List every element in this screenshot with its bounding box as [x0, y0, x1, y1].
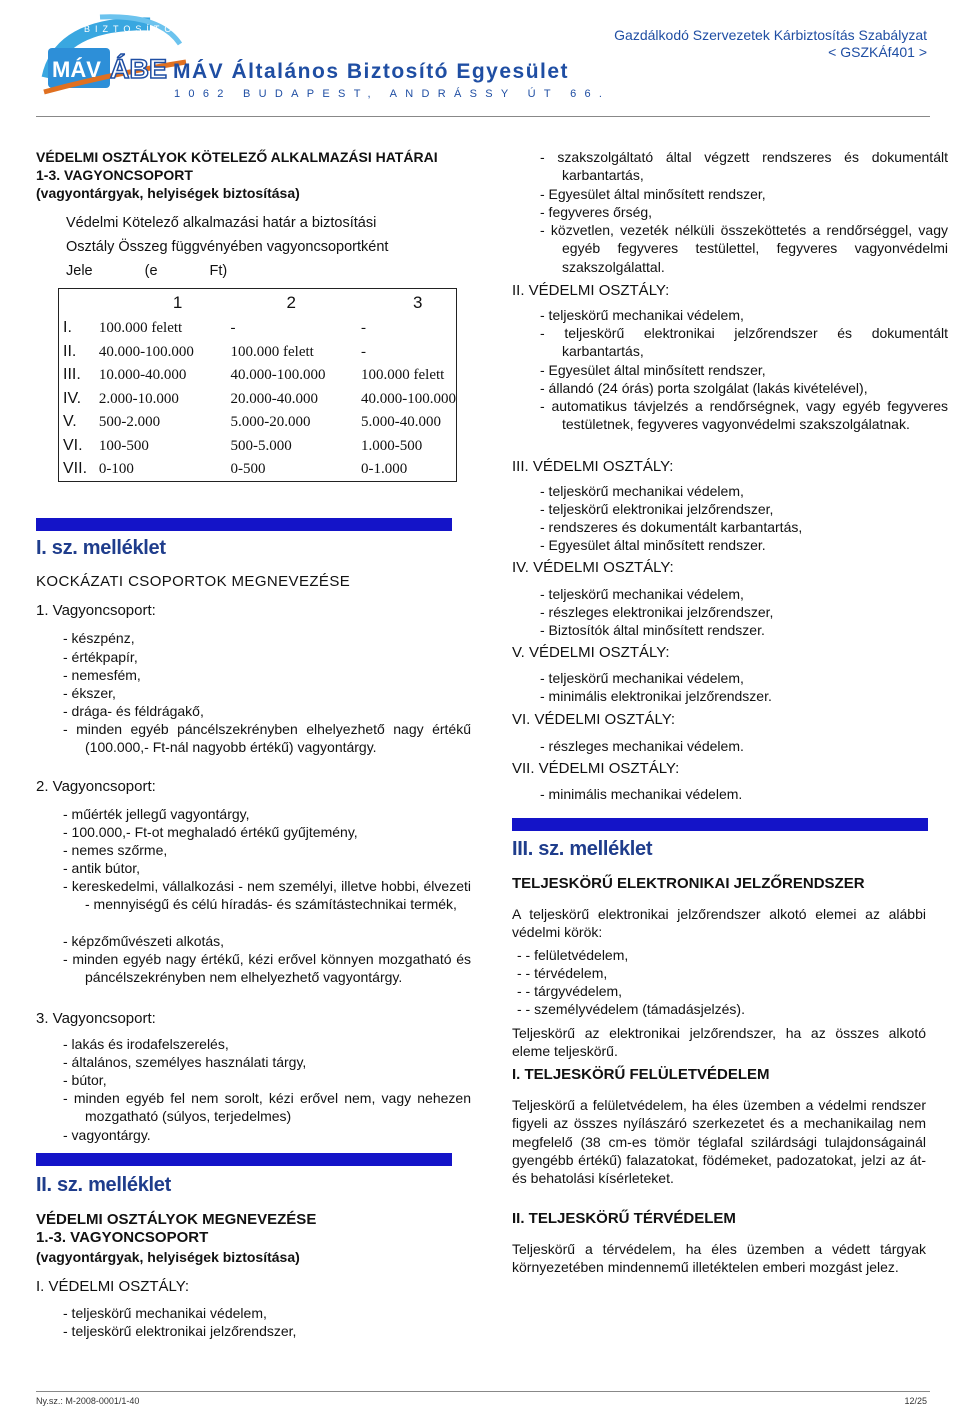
class-2-title: II. VÉDELMI OSZTÁLY: [512, 282, 670, 299]
table-header-cell [59, 289, 91, 317]
annex-3-intro: A teljeskörű elektronikai jelzőrendszer alkotó elemei az alábbi védelmi körök: [512, 906, 926, 941]
class-4-title: IV. VÉDELMI OSZTÁLY: [512, 559, 674, 576]
table-row [59, 340, 457, 363]
list-item: - rendszeres és dokumentált karbantartás, [540, 519, 803, 535]
group-1-title: 1. Vagyoncsoport: [36, 602, 156, 619]
section-2-title: II. TELJESKÖRŰ TÉRVÉDELEM [512, 1210, 736, 1227]
class-5-title: V. VÉDELMI OSZTÁLY: [512, 644, 670, 661]
list-item: - antik bútor, [63, 860, 141, 876]
intro-line-3: Jele (e Ft) [66, 263, 228, 279]
table-cell: - [361, 320, 366, 337]
table-cell: 40.000-100.000 [361, 390, 456, 407]
table-row [59, 364, 457, 387]
table-cell: 40.000-100.000 [98, 343, 194, 360]
list-item: - - térvédelem, [517, 965, 608, 981]
table-cell: I. [63, 319, 72, 337]
table-cell: 0-1.000 [361, 461, 408, 478]
list-item: - drága- és féldrágakő, [63, 703, 204, 719]
section-1-title: I. TELJESKÖRŰ FELÜLETVÉDELEM [512, 1066, 770, 1083]
class-3-title: III. VÉDELMI OSZTÁLY: [512, 458, 674, 475]
group-3-title: 3. Vagyoncsoport: [36, 1010, 156, 1027]
table-cell: 500-5.000 [230, 437, 292, 454]
table-cell: VII. [63, 460, 88, 478]
list-item: - Biztosítók által minősített rendszer. [540, 622, 765, 638]
list-item: - részleges mechanikai védelem. [540, 738, 744, 754]
annex-2-subheading: 1.-3. VAGYONCSOPORT [36, 1229, 209, 1246]
list-item: - teljeskörű mechanikai védelem, [540, 670, 744, 686]
footer-divider [36, 1391, 930, 1392]
table-cell: 10.000-40.000 [98, 367, 187, 384]
class-1-title: I. VÉDELMI OSZTÁLY: [36, 1278, 190, 1295]
intro-line-1: Védelmi Kötelező alkalmazási határ a biztosítási [66, 215, 377, 231]
company-logo [40, 14, 190, 109]
table-cell: 2.000-10.000 [98, 390, 179, 407]
annex-3-title: III. sz. melléklet [512, 838, 653, 860]
list-item: - közvetlen, vezeték nélküli összeköttetés a rendőrséggel, vagy egyéb fegyveres testülettel, fegyveres vagyonvédelmi szakszolgálattal. [540, 222, 948, 275]
list-item: - szakszolgáltató által végzett rendszeres és dokumentált karbantartás, [540, 149, 948, 184]
page-number: 12/25 [904, 1396, 927, 1406]
table-cell: - [230, 320, 236, 337]
list-item: - minden egyéb nagy értékű, kézi erővel könnyen mozgatható és páncélszekrényben nem elhelyezhető vagyontárgy. [63, 951, 471, 986]
list-item: - értékpapír, [63, 649, 138, 665]
section-bar [36, 518, 452, 531]
list-item: - teljeskörű elektronikai jelzőrendszer, [540, 501, 774, 517]
table-cell: - [361, 343, 366, 360]
list-item: - teljeskörű elektronikai jelzőrendszer, [63, 1323, 297, 1339]
list-item: - teljeskörű mechanikai védelem, [540, 307, 744, 323]
list-item: - automatikus távjelzés a rendőrségnek, vagy egyéb fegyveres testületnek, fegyveres vagyonvédelmi szakszolgálatnak. [540, 398, 948, 433]
annex-2-heading: VÉDELMI OSZTÁLYOK MEGNEVEZÉSE [36, 1211, 317, 1228]
table-cell: 100.000 felett [361, 367, 445, 384]
list-item: - nemes szőrme, [63, 842, 168, 858]
table-cell: 5.000-40.000 [361, 414, 441, 431]
table-cell: VI. [63, 436, 83, 454]
company-name: MÁV Általános Biztosító Egyesület [173, 60, 570, 83]
list-item: - ékszer, [63, 685, 116, 701]
list-item: - Egyesület által minősített rendszer, [540, 362, 766, 378]
annex-2-title: II. sz. melléklet [36, 1174, 171, 1196]
annex-3-paragraph: Teljeskörű az elektronikai jelzőrendszer, ha az összes alkotó eleme teljeskörű. [512, 1025, 926, 1060]
list-item: - Egyesület által minősített rendszer. [540, 537, 766, 553]
table-row [59, 434, 457, 457]
list-item: - állandó (24 órás) porta szolgálat (lakás kivételével), [540, 380, 868, 396]
list-item: - részleges elektronikai jelzőrendszer, [540, 604, 774, 620]
table-cell: 100.000 felett [230, 343, 314, 360]
list-item: - teljeskörű mechanikai védelem, [540, 483, 744, 499]
class-7-title: VII. VÉDELMI OSZTÁLY: [512, 760, 680, 777]
table-cell: III. [63, 366, 81, 384]
logo-mav-text: MÁV [52, 57, 101, 82]
table-cell: 0-100 [98, 461, 134, 478]
list-item: - minimális mechanikai védelem. [540, 786, 743, 802]
table-cell: V. [63, 413, 77, 431]
annex-3-heading: TELJESKÖRŰ ELEKTRONIKAI JELZŐRENDSZER [512, 875, 865, 892]
table-cell: II. [63, 342, 77, 360]
footer-reference: Ny.sz.: M-2008-0001/1-40 [36, 1396, 140, 1406]
logo-abe-text: ÁBE [110, 54, 168, 84]
heading-line-1: VÉDELMI OSZTÁLYOK KÖTELEZŐ ALKALMAZÁSI HATÁRAI [36, 149, 438, 165]
list-item: - teljeskörű mechanikai védelem, [63, 1305, 267, 1321]
protection-limits-table [58, 288, 457, 482]
list-item: - teljeskörű elektronikai jelzőrendszer és dokumentált karbantartás, [540, 325, 948, 360]
list-item: - teljeskörű mechanikai védelem, [540, 586, 744, 602]
table-cell: 40.000-100.000 [230, 367, 326, 384]
table-cell: 100.000 felett [98, 320, 183, 337]
section-1-paragraph: Teljeskörű a felületvédelem, ha éles üzemben a védelmi rendszer figyeli az összes nyílászáró szerkezetet és a mechanikailag nem megfelelő (38 cm-es tömör téglafal szilárdsági tulajdonságainál gyengébb értékű) falazatokat, födémeket, padozatokat, jelzi az át- és behatolási kísérleteket. [512, 1097, 926, 1187]
table-row [59, 317, 457, 340]
table-header-cell: 2 [286, 292, 296, 312]
table-cell: 100-500 [98, 437, 149, 454]
list-item: - vagyontárgy. [63, 1127, 151, 1143]
list-item: - fegyveres őrség, [540, 204, 653, 220]
list-item: - Egyesület által minősített rendszer, [540, 186, 766, 202]
table-cell: IV. [63, 389, 82, 407]
annex-2-subheading-2: (vagyontárgyak, helyiségek biztosítása) [36, 1249, 300, 1265]
list-item: - bútor, [63, 1072, 107, 1088]
heading-line-3: (vagyontárgyak, helyiségek biztosítása) [36, 185, 300, 201]
table-cell: 20.000-40.000 [230, 390, 319, 407]
section-bar [36, 1153, 452, 1166]
table-cell: 500-2.000 [98, 414, 161, 431]
list-item: - minden egyéb fel nem sorolt, kézi erővel nem, vagy nehezen mozgatható (súlyos, terjedelmes) [63, 1090, 471, 1125]
list-item: - - személyvédelem (támadásjelzés). [517, 1001, 745, 1017]
list-item: - képzőművészeti alkotás, [63, 933, 225, 949]
list-item: - nemesfém, [63, 667, 141, 683]
group-2-title: 2. Vagyoncsoport: [36, 778, 156, 795]
list-item: - 100.000,- Ft-ot meghaladó értékű gyűjtemény, [63, 824, 358, 840]
table-row [59, 411, 457, 434]
list-item: - kereskedelmi, vállalkozási - nem személyi, illetve hobbi, élvezeti - mennyiségű és célú híradás- és számítástechnikai termék, [63, 878, 471, 913]
class-6-title: VI. VÉDELMI OSZTÁLY: [512, 711, 676, 728]
annex-1-heading: KOCKÁZATI CSOPORTOK MEGNEVEZÉSE [36, 573, 351, 590]
company-address: 1062 BUDAPEST, ANDRÁSSY ÚT 66. [174, 88, 611, 100]
table-row [59, 457, 457, 481]
table-header-cell: 3 [413, 292, 423, 312]
table-cell: 5.000-20.000 [230, 414, 311, 431]
list-item: - lakás és irodafelszerelés, [63, 1036, 229, 1052]
list-item: - - tárgyvédelem, [517, 983, 623, 999]
document-title: Gazdálkodó Szervezetek Kárbiztosítás Szabályzat [614, 27, 927, 43]
document-code: < GSZKÁf401 > [828, 44, 927, 60]
table-cell: 1.000-500 [361, 437, 423, 454]
list-item: - - felületvédelem, [517, 947, 629, 963]
list-item: - műérték jellegű vagyontárgy, [63, 806, 250, 822]
list-item: - minden egyéb páncélszekrényben elhelyezhető nagy értékű (100.000,- Ft-nál nagyobb értékű) vagyontárgy. [63, 721, 471, 756]
list-item: - készpénz, [63, 630, 135, 646]
table-header-cell: 1 [172, 292, 183, 312]
intro-line-2: Osztály Összeg függvényében vagyoncsoportként [66, 239, 389, 255]
list-item: - általános, személyes használati tárgy, [63, 1054, 307, 1070]
list-item: - minimális elektronikai jelzőrendszer. [540, 688, 772, 704]
header-divider [36, 116, 930, 117]
section-bar [512, 818, 928, 831]
logo-arc-text: BIZTOSÍTÓ [84, 24, 177, 34]
annex-1-title: I. sz. melléklet [36, 537, 166, 559]
heading-line-2: 1-3. VAGYONCSOPORT [36, 167, 193, 183]
section-2-paragraph: Teljeskörű a térvédelem, ha éles üzemben a védett tárgyak környezetében mindennemű illetéktelen emberi mozgást jelez. [512, 1241, 926, 1276]
table-header-row [59, 289, 457, 317]
table-row [59, 387, 457, 410]
table-cell: 0-500 [230, 461, 266, 478]
